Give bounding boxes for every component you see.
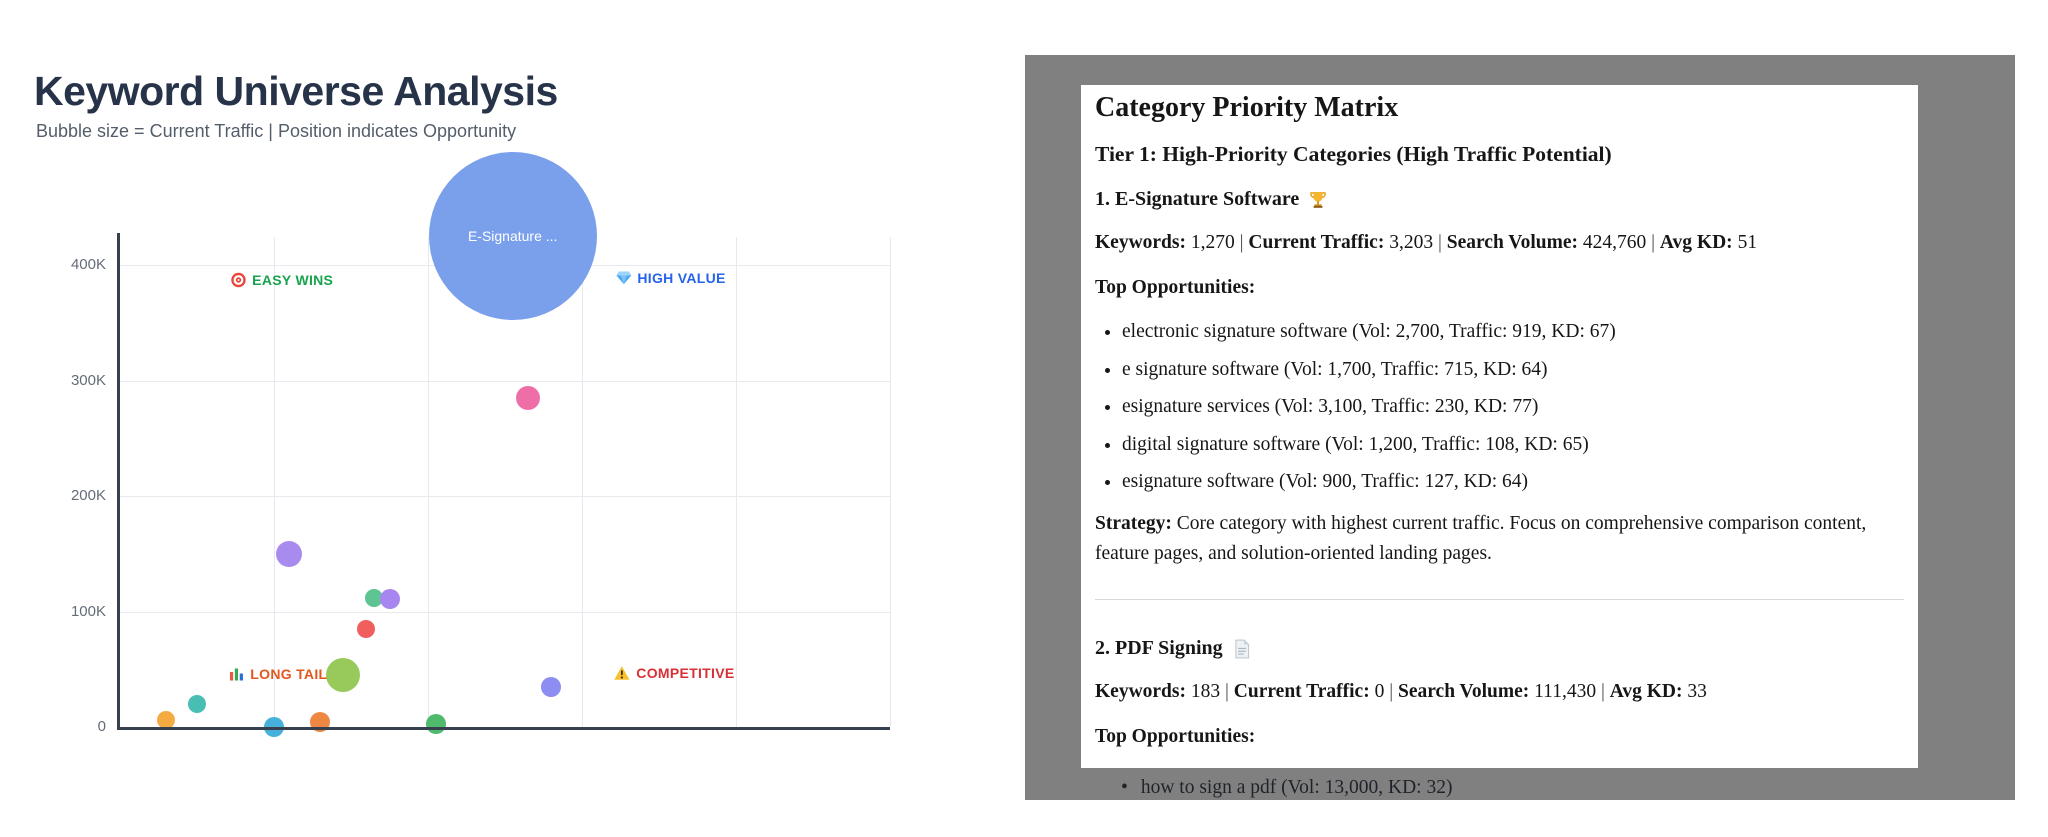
page-title: Keyword Universe Analysis (34, 68, 558, 114)
stat-label: Search Volume: (1446, 232, 1579, 253)
v-gridline (890, 237, 891, 727)
bubble[interactable] (541, 677, 561, 697)
y-tick-label: 100K (70, 602, 106, 620)
document-title: Category Priority Matrix (1095, 92, 1399, 123)
section-divider (1095, 599, 1904, 600)
stat-value: 0 (1369, 681, 1385, 702)
bubble[interactable] (380, 589, 400, 609)
bubble[interactable] (276, 541, 302, 567)
stat-label: Current Traffic: (1233, 681, 1370, 702)
bubble-label: E-Signature ... (467, 228, 558, 245)
y-tick-label: 200K (70, 487, 106, 504)
overflow-list-item (1121, 774, 1452, 801)
y-tick-label: 400K (70, 256, 106, 273)
section-esignature (1095, 187, 1904, 569)
trophy-icon (1308, 190, 1328, 210)
list-item: • electronic signature software (Vol: 2,700, Traffic: 919, KD: 67) (1122, 318, 1904, 345)
stat-label: Avg KD: (1609, 681, 1683, 702)
bubble-e-signature[interactable] (429, 152, 597, 320)
stat-value: 424,760 (1578, 232, 1647, 253)
stat-label: Search Volume: (1397, 681, 1530, 702)
x-axis-line (117, 727, 890, 730)
quadrant-label-text: LONG TAIL (250, 666, 328, 683)
gem-icon (615, 270, 631, 286)
stat-label: Avg KD: (1659, 232, 1733, 253)
stat-separator: | (1220, 681, 1234, 702)
bubble-chart (0, 0, 1010, 837)
h-gridline (120, 496, 890, 497)
overflow-list-item-text: how to sign a pdf (Vol: 13,000, KD: 32) (1140, 777, 1453, 798)
stat-value: 183 (1186, 681, 1221, 702)
strategy-text: Core category with highest current traffic. Focus on comprehensive comparison content, feature pages, and solution-oriented landing pages. (1095, 513, 1867, 564)
bubble[interactable] (326, 658, 360, 692)
section-pdf-title: 2. PDF Signing (1095, 637, 1223, 659)
quadrant-label-competitive (614, 665, 734, 681)
bar-chart-icon (228, 666, 244, 682)
quadrant-label-high-value (615, 270, 725, 286)
stat-value: 33 (1682, 681, 1707, 702)
v-gridline (274, 237, 275, 727)
quadrant-label-text: HIGH VALUE (637, 270, 726, 287)
target-icon (230, 272, 246, 288)
quadrant-label-long-tail (228, 666, 327, 682)
section-pdf-heading (1095, 636, 1904, 661)
section-esignature-stats (1095, 230, 1904, 255)
v-gridline (736, 237, 737, 727)
stat-label: Current Traffic: (1248, 232, 1385, 253)
stat-separator: | (1433, 232, 1447, 253)
quadrant-label-text: COMPETITIVE (636, 665, 735, 682)
stat-label: Keywords: (1095, 681, 1186, 702)
bubble[interactable] (426, 714, 446, 734)
chart-subtitle: Bubble size = Current Traffic | Position indicates Opportunity (36, 121, 517, 141)
section-pdf-signing (1095, 636, 1904, 749)
top-opportunities-label: Top Opportunities: (1095, 277, 1256, 298)
list-item: • esignature software (Vol: 900, Traffic: 127, KD: 64) (1122, 468, 1904, 495)
stat-value: 1,270 (1186, 232, 1235, 253)
h-gridline (120, 612, 890, 613)
opportunity-list (1095, 318, 1904, 495)
strategy-label: Strategy: (1095, 513, 1172, 534)
stat-label: Keywords: (1095, 232, 1186, 253)
h-gridline (120, 381, 890, 382)
bubble[interactable] (516, 386, 540, 410)
document-preview-panel (1025, 55, 2015, 800)
y-tick-label: 0 (97, 718, 106, 735)
section-esignature-title: 1. E-Signature Software (1095, 188, 1300, 210)
section-pdf-stats (1095, 679, 1904, 704)
y-tick-label: 300K (70, 371, 106, 389)
bubble[interactable] (188, 695, 206, 713)
list-item: • digital signature software (Vol: 1,200, Traffic: 108, KD: 65) (1122, 431, 1904, 458)
v-gridline (428, 237, 429, 727)
list-item: • e signature software (Vol: 1,700, Traffic: 715, KD: 64) (1122, 356, 1904, 383)
quadrant-label-text: EASY WINS (252, 272, 334, 289)
v-gridline (582, 237, 583, 727)
warning-icon (614, 665, 630, 681)
quadrant-label-easy-wins (230, 272, 333, 288)
section-esignature-heading (1095, 187, 1904, 212)
stat-separator: | (1234, 232, 1249, 253)
stat-separator: | (1646, 232, 1660, 253)
list-item: • esignature services (Vol: 3,100, Traffic: 230, KD: 77) (1122, 393, 1904, 420)
bullet-marker: • (1121, 777, 1128, 798)
strategy-paragraph (1095, 509, 1904, 569)
page-icon (1232, 639, 1252, 659)
y-axis-line (117, 233, 120, 730)
category-priority-card (1081, 85, 1918, 768)
tier1-heading: Tier 1: High-Priority Categories (High Traffic Potential) (1095, 142, 1612, 166)
stat-value: 111,430 (1529, 681, 1597, 702)
chart-plot-area (120, 228, 890, 727)
stat-value: 3,203 (1384, 232, 1434, 253)
stat-separator: | (1596, 681, 1610, 702)
stat-separator: | (1384, 681, 1398, 702)
bubble[interactable] (357, 620, 375, 638)
top-opportunities-label-2: Top Opportunities: (1095, 726, 1256, 747)
stat-value: 51 (1732, 232, 1758, 253)
